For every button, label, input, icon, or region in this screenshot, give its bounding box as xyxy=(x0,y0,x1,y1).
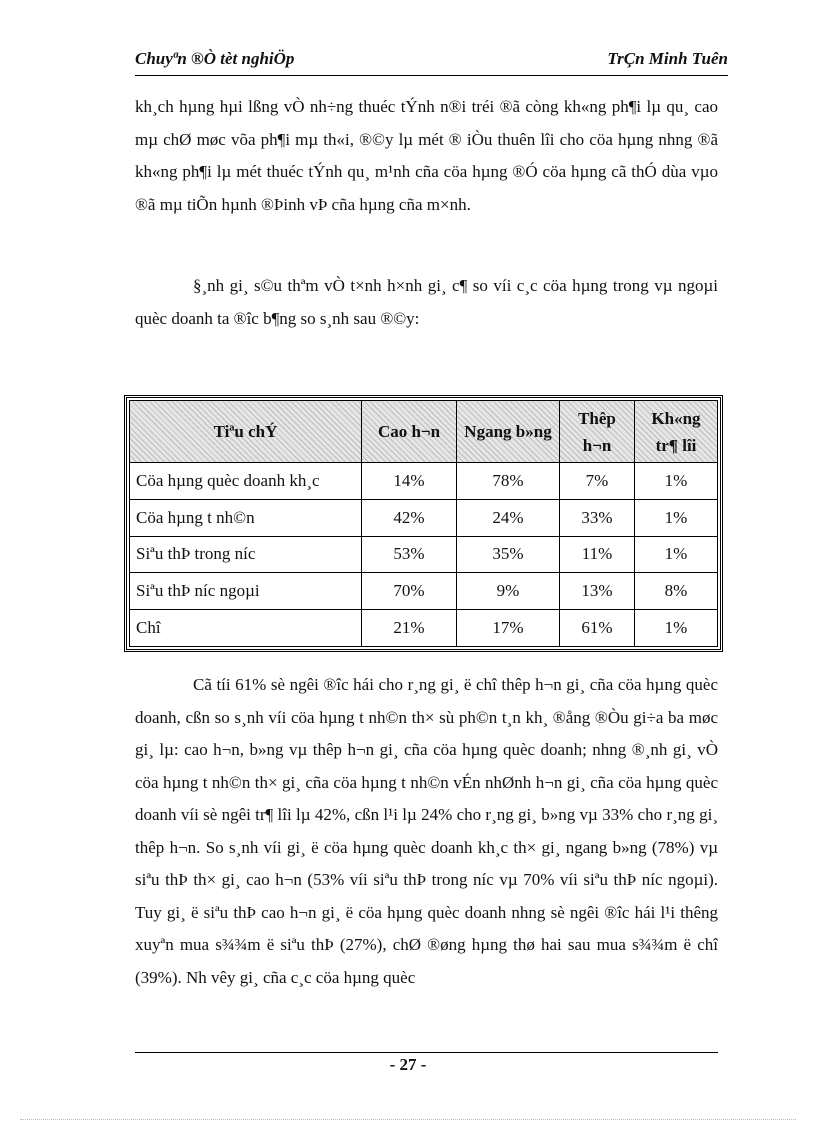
cell-equal: 35% xyxy=(457,536,560,573)
cell-higher: 53% xyxy=(362,536,457,573)
header-equal: Ngang b»ng xyxy=(457,401,560,463)
cell-no-answer: 8% xyxy=(635,573,718,610)
cell-lower: 61% xyxy=(560,610,635,647)
cell-no-answer: 1% xyxy=(635,463,718,500)
paragraph-2: §¸nh gi¸ s©u thªm vÒ t×nh h×nh gi¸ c¶ so víi c¸c cöa hµng trong vµ ngoµi quèc doanh ta ®îc b¶ng so s¸nh sau ®©y: xyxy=(135,276,718,328)
table-row xyxy=(130,610,718,647)
cell-lower: 11% xyxy=(560,536,635,573)
table-row xyxy=(130,573,718,610)
cell-lower: 13% xyxy=(560,573,635,610)
header-title: Chuyªn ®Ò tèt nghiÖp xyxy=(135,49,295,68)
cell-no-answer: 1% xyxy=(635,536,718,573)
header-higher: Cao h¬n xyxy=(362,401,457,463)
cell-higher: 21% xyxy=(362,610,457,647)
comparison-table xyxy=(124,395,723,652)
cell-equal: 9% xyxy=(457,573,560,610)
cell-lower: 7% xyxy=(560,463,635,500)
table-row xyxy=(130,536,718,573)
page-header xyxy=(135,47,728,76)
row-label: Cöa hµng t nh©n xyxy=(130,499,362,536)
header-lower: Thêp h¬n xyxy=(560,401,635,463)
cell-higher: 14% xyxy=(362,463,457,500)
row-label: Cöa hµng quèc doanh kh¸c xyxy=(130,463,362,500)
cell-higher: 42% xyxy=(362,499,457,536)
header-author: TrÇn Minh Tuên xyxy=(607,49,728,68)
cell-equal: 17% xyxy=(457,610,560,647)
table-row xyxy=(130,499,718,536)
page-boundary xyxy=(20,1119,796,1120)
row-label: Siªu thÞ trong níc xyxy=(130,536,362,573)
cell-higher: 70% xyxy=(362,573,457,610)
paragraph-1: kh¸ch hµng hµi lßng vÒ nh÷ng thuéc tÝnh n®i tréi ®ã còng kh«ng ph¶i lµ qu¸ cao mµ chØ møc võa ph¶i mµ th«i, ®©y lµ mét ® iÒu thuên lîi cho cöa hµng nhng ®ã kh«ng ph¶i lµ mét thuéc tÝnh qu¸ m¹nh cña cöa hµng ®Ó cöa hµng cã thÓ dùa vµo ®ã mµ tiÕn hµnh ®Þinh vÞ cña hµng cña m×nh. xyxy=(135,97,718,214)
cell-no-answer: 1% xyxy=(635,610,718,647)
cell-equal: 78% xyxy=(457,463,560,500)
table-header-row xyxy=(130,401,718,463)
footer-divider xyxy=(135,1052,718,1053)
paragraph-3: Cã tíi 61% sè ngêi ®îc hái cho r¸ng gi¸ ë chî thêp h¬n gi¸ cña cöa hµng quèc doanh, cßn so s¸nh víi cöa hµng t nh©n th× sù ph©n t¸n kh¸ ®ång ®Òu gi÷a ba møc gi¸ lµ: cao h¬n, b»ng vµ thêp h¬n gi¸ cña cöa hµng quèc doanh; nhng ®¸nh gi¸ vÒ cöa hµng t nh©n th× gi¸ cña cöa hµng t nh©n vÉn nhØnh h¬n gi¸ cña cöa hµng quèc doanh víi sè ngêi tr¶ lîi lµ 42%, cßn l¹i lµ 24% cho r¸ng gi¸ b»ng vµ 33% cho r¸ng gi¸ thêp h¬n. So s¸nh víi gi¸ ë cöa hµng quèc doanh kh¸c th× gi¸ ngang b»ng (78%) vµ siªu thÞ th× gi¸ cao h¬n (53% víi siªu thÞ trong níc vµ 70% víi siªu thÞ níc ngoµi). Tuy gi¸ ë siªu thÞ cao h¬n gi¸ ë cöa hµng quèc doanh nhng sè ngêi ®îc hái l¹i thêng xuyªn mua s¾¾m ë siªu thÞ (27%), chØ ®øng hµng thø hai sau mua s¾¾m ë chî (39%). Nh vêy gi¸ cña c¸c cöa hµng quèc xyxy=(135,675,718,987)
page-number: - 27 - xyxy=(389,1055,427,1074)
header-criteria: Tiªu chÝ xyxy=(130,401,362,463)
row-label: Siªu thÞ níc ngoµi xyxy=(130,573,362,610)
cell-lower: 33% xyxy=(560,499,635,536)
cell-no-answer: 1% xyxy=(635,499,718,536)
header-no-answer: Kh«ng tr¶ lîi xyxy=(635,401,718,463)
table-row xyxy=(130,463,718,500)
cell-equal: 24% xyxy=(457,499,560,536)
row-label: Chî xyxy=(130,610,362,647)
